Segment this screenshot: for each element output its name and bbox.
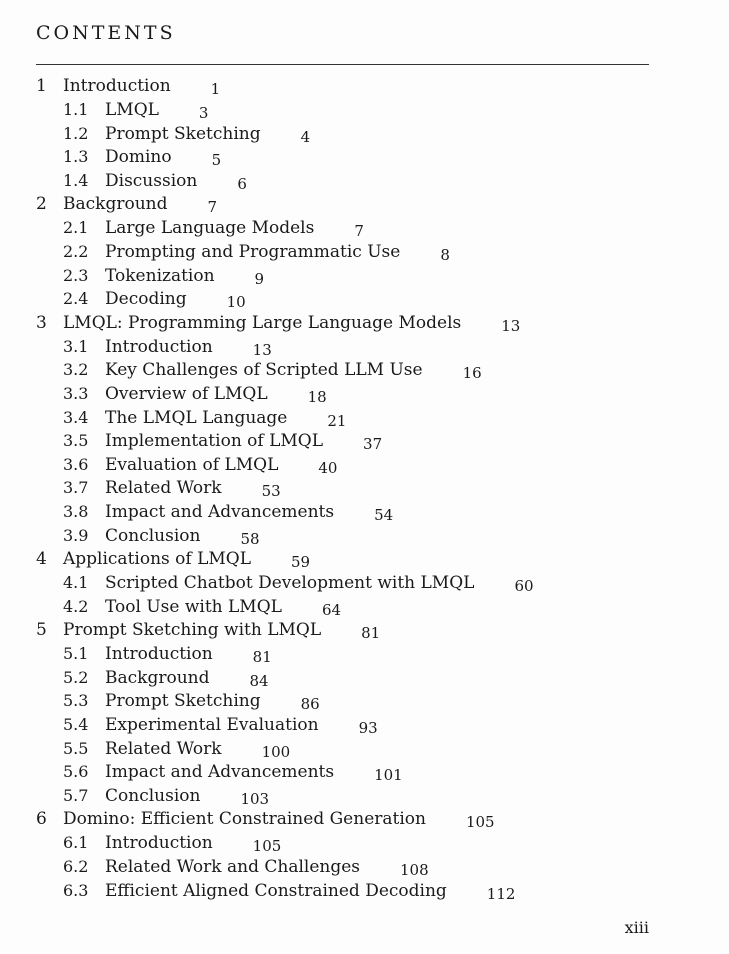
section-page-number: 81 <box>252 648 272 667</box>
chapter-title: Background <box>63 194 168 215</box>
toc-section-1-2[interactable] <box>36 122 676 146</box>
section-page-number: 37 <box>363 435 383 454</box>
section-title: LMQL <box>105 100 159 120</box>
toc-section-5-7[interactable] <box>36 784 676 808</box>
toc-section-2-4[interactable] <box>36 287 676 311</box>
section-number: 6.2 <box>63 857 89 877</box>
section-page-number: 112 <box>486 884 516 903</box>
chapter-number: 6 <box>36 809 47 830</box>
section-number: 3.3 <box>63 383 89 403</box>
chapter-page-number: 7 <box>207 198 218 217</box>
section-number: 5.7 <box>63 785 89 805</box>
section-title: Introduction <box>105 644 213 665</box>
section-number: 2.1 <box>63 218 89 238</box>
toc-section-3-7[interactable] <box>36 476 676 500</box>
toc-section-5-4[interactable] <box>36 713 676 737</box>
section-title: Scripted Chatbot Development with LMQL <box>105 573 475 594</box>
section-title: Decoding <box>105 289 187 310</box>
section-title: Introduction <box>105 336 213 357</box>
section-page-number: 40 <box>318 458 338 477</box>
toc-section-3-2[interactable] <box>36 358 676 382</box>
section-number: 3.6 <box>63 454 89 474</box>
toc-section-1-1[interactable] <box>36 98 676 122</box>
chapter-page-number: 13 <box>501 316 521 335</box>
section-page-number: 101 <box>374 766 403 785</box>
toc-section-2-3[interactable] <box>36 264 676 288</box>
chapter-number: 4 <box>36 549 47 570</box>
section-number: 1.3 <box>63 147 89 167</box>
section-page-number: 16 <box>462 364 482 383</box>
section-page-number: 103 <box>240 789 270 808</box>
toc-chapter-4[interactable] <box>36 547 676 571</box>
page-title: CONTENTS <box>36 22 176 44</box>
section-page-number: 6 <box>237 174 247 193</box>
section-number: 3.8 <box>63 501 89 521</box>
section-number: 5.6 <box>63 762 89 782</box>
section-title: Domino <box>105 147 172 168</box>
section-page-number: 105 <box>252 837 282 856</box>
section-page-number: 53 <box>261 482 281 501</box>
toc-section-5-6[interactable] <box>36 760 676 784</box>
section-page-number: 21 <box>327 411 347 430</box>
toc-chapter-2[interactable] <box>36 192 676 216</box>
section-number: 5.5 <box>63 738 89 758</box>
toc-section-6-1[interactable] <box>36 831 676 855</box>
section-number: 6.1 <box>63 833 89 853</box>
section-title: Large Language Models <box>105 218 315 239</box>
toc-section-3-9[interactable] <box>36 524 676 548</box>
toc-section-6-2[interactable] <box>36 855 676 879</box>
section-title: Evaluation of LMQL <box>105 454 279 475</box>
section-page-number: 7 <box>354 222 364 241</box>
toc-chapter-1[interactable] <box>36 74 676 98</box>
section-page-number: 5 <box>211 151 222 170</box>
section-number: 3.5 <box>63 431 89 451</box>
section-title: Efficient Aligned Constrained Decoding <box>105 880 447 901</box>
section-number: 2.2 <box>63 241 89 261</box>
chapter-number: 2 <box>36 194 47 215</box>
toc-section-5-2[interactable] <box>36 666 676 690</box>
section-page-number: 4 <box>300 127 311 146</box>
chapter-number: 1 <box>36 76 47 96</box>
chapter-title: Applications of LMQL <box>63 549 252 570</box>
chapter-number: 5 <box>36 620 47 641</box>
toc-section-2-1[interactable] <box>36 216 676 240</box>
toc-section-3-3[interactable] <box>36 382 676 406</box>
section-number: 3.1 <box>63 336 89 356</box>
toc-chapter-6[interactable] <box>36 807 676 831</box>
toc-section-1-3[interactable] <box>36 145 676 169</box>
toc-section-4-2[interactable] <box>36 595 676 619</box>
section-title: Conclusion <box>105 785 201 806</box>
section-title: Impact and Advancements <box>105 762 335 783</box>
section-page-number: 84 <box>249 671 269 690</box>
section-title: Prompt Sketching <box>105 691 261 712</box>
toc-chapter-3[interactable] <box>36 311 676 335</box>
section-page-number: 10 <box>226 293 246 312</box>
section-page-number: 60 <box>514 577 534 596</box>
toc-section-3-4[interactable] <box>36 406 676 430</box>
chapter-title: Domino: Efficient Constrained Generation <box>63 809 426 830</box>
section-number: 3.9 <box>63 525 89 545</box>
toc-section-4-1[interactable] <box>36 571 676 595</box>
chapter-title: LMQL: Programming Large Language Models <box>63 312 462 333</box>
section-title: Key Challenges of Scripted LLM Use <box>105 360 423 381</box>
section-title: Overview of LMQL <box>105 383 268 404</box>
section-title: Prompting and Programmatic Use <box>105 241 401 262</box>
section-number: 1.4 <box>63 170 89 190</box>
chapter-page-number: 1 <box>210 80 221 98</box>
section-page-number: 9 <box>254 269 265 288</box>
section-title: Implementation of LMQL <box>105 431 324 452</box>
section-title: Impact and Advancements <box>105 501 335 522</box>
toc-section-5-3[interactable] <box>36 689 676 713</box>
section-title: Tokenization <box>105 265 215 286</box>
section-title: Related Work and Challenges <box>105 857 361 878</box>
section-title: The LMQL Language <box>105 407 288 428</box>
section-number: 5.1 <box>63 644 89 664</box>
section-page-number: 64 <box>321 600 342 619</box>
section-number: 3.2 <box>63 360 89 380</box>
chapter-number: 3 <box>36 312 47 333</box>
section-page-number: 86 <box>300 695 320 714</box>
section-title: Discussion <box>105 170 198 191</box>
section-title: Related Work <box>105 738 222 759</box>
toc-section-5-5[interactable] <box>36 737 676 761</box>
toc-section-3-5[interactable] <box>36 429 676 453</box>
section-title: Tool Use with LMQL <box>105 596 282 617</box>
section-page-number: 18 <box>307 387 327 406</box>
toc-section-6-3[interactable] <box>36 879 676 903</box>
table-of-contents <box>36 74 676 902</box>
toc-section-3-6[interactable] <box>36 453 676 477</box>
section-page-number: 58 <box>240 529 260 548</box>
section-number: 5.4 <box>63 715 89 735</box>
section-number: 5.3 <box>63 691 89 711</box>
section-number: 1.2 <box>63 123 89 143</box>
chapter-page-number: 59 <box>291 553 311 572</box>
section-title: Related Work <box>105 478 222 499</box>
toc-section-5-1[interactable] <box>36 642 676 666</box>
section-title: Introduction <box>105 833 213 854</box>
chapter-page-number: 81 <box>361 624 381 643</box>
section-page-number: 8 <box>440 245 450 264</box>
section-title: Conclusion <box>105 525 201 546</box>
section-number: 6.3 <box>63 880 89 900</box>
toc-section-1-4[interactable] <box>36 169 676 193</box>
section-page-number: 100 <box>261 742 291 761</box>
chapter-page-number: 105 <box>465 813 495 832</box>
chapter-title: Introduction <box>63 76 171 96</box>
section-title: Prompt Sketching <box>105 123 261 144</box>
page-number: xiii <box>624 918 649 937</box>
section-number: 3.4 <box>63 407 89 427</box>
section-number: 2.4 <box>63 289 89 309</box>
toc-section-3-1[interactable] <box>36 335 676 359</box>
section-page-number: 93 <box>358 719 378 738</box>
section-number: 4.1 <box>63 573 89 593</box>
heading-rule <box>36 64 649 65</box>
chapter-title: Prompt Sketching with LMQL <box>63 620 322 641</box>
section-page-number: 54 <box>374 505 394 524</box>
section-page-number: 108 <box>400 861 429 880</box>
section-number: 4.2 <box>63 596 89 616</box>
section-number: 5.2 <box>63 667 89 687</box>
section-page-number: 3 <box>198 104 209 122</box>
section-page-number: 13 <box>252 340 272 359</box>
section-number: 1.1 <box>63 100 89 119</box>
toc-chapter-5[interactable] <box>36 618 676 642</box>
section-number: 3.7 <box>63 478 89 498</box>
section-title: Experimental Evaluation <box>105 715 319 736</box>
section-title: Background <box>105 667 210 688</box>
toc-section-3-8[interactable] <box>36 500 676 524</box>
section-number: 2.3 <box>63 265 89 285</box>
